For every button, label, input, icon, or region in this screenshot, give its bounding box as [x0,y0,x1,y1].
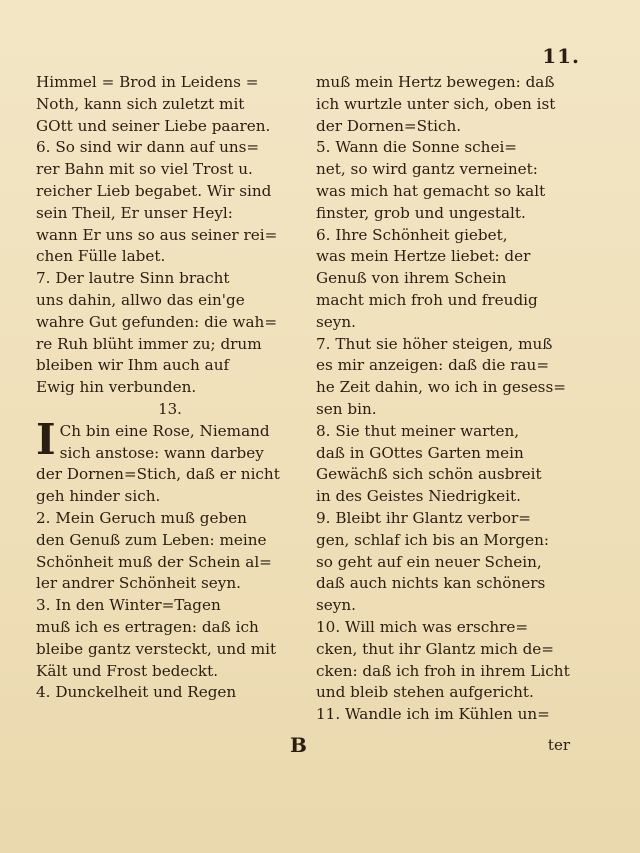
line-text: wahre Gut gefunden: die wah= [36,312,278,331]
left-column-lines [36,72,304,399]
text-line [36,203,304,225]
line-text: daß in GOttes Garten mein [316,443,524,462]
line-text: muß ich es ertragen: daß ich [36,617,259,636]
text-line [316,704,584,726]
line-text: 6. So sind wir dann auf uns= [36,138,260,157]
line-text: 7. Thut sie höher steigen, muß [316,334,553,353]
text-line [316,639,584,661]
text-line [316,137,584,159]
line-text: Ch bin eine Rose, Niemand [59,421,270,440]
text-line [316,181,584,203]
text-line [36,595,304,617]
line-text: net, so wird gantz verneinet: [316,160,538,179]
line-text: daß auch nichts kan schöners [316,574,546,593]
line-text: 5. Wann die Sonne schei= [316,138,518,157]
line-text: der Dornen=Stich. [316,116,462,135]
text-line [36,290,304,312]
line-text: GOtt und seiner Liebe paaren. [36,116,271,135]
text-line [36,508,304,530]
line-text: 7. Der lautre Sinn bracht [36,269,230,288]
text-line [36,486,304,508]
line-text: bleiben wir Ihm auch auf [36,356,230,375]
text-line [60,421,304,443]
text-line [60,443,304,465]
line-text: was mein Hertze liebet: der [316,247,531,266]
text-line [36,355,304,377]
line-text: Noth, kann sich zuletzt mit [36,94,245,113]
line-text: sich anstose: wann darbey [59,443,264,462]
line-text: 3. In den Winter=Tagen [36,596,221,615]
line-text: wann Er uns so aus seiner rei= [36,225,278,244]
text-line [316,334,584,356]
text-line [316,116,584,138]
line-text: 10. Will mich was erschre= [316,617,529,636]
text-line [316,443,584,465]
line-text: 9. Bleibt ihr Glantz verbor= [316,508,531,527]
text-line [36,377,304,399]
text-line [316,225,584,247]
line-text: cken: daß ich froh in ihrem Licht [316,661,570,680]
line-text: sein Theil, Er unser Heyl: [36,203,233,222]
line-text: Kält und Frost bedeckt. [36,661,219,680]
line-text: geh hinder sich. [36,487,161,506]
text-line [316,203,584,225]
line-text: 8. Sie thut meiner warten, [316,421,520,440]
line-text: ler andrer Schönheit seyn. [36,574,241,593]
text-line [36,268,304,290]
line-text: re Ruh blüht immer zu; drum [36,334,262,353]
line-text: Gewächß sich schön ausbreit [316,465,542,484]
text-line [316,530,584,552]
text-line [36,639,304,661]
page-number: 11. [542,44,580,68]
text-line [316,595,584,617]
text-line [316,72,584,94]
line-text: Himmel = Brod in Leidens = [36,73,259,91]
left-column [36,72,304,704]
text-line [316,421,584,443]
text-line [36,530,304,552]
text-line [36,159,304,181]
text-line [316,661,584,683]
line-text: seyn. [316,312,356,331]
line-text: es mir anzeigen: daß die rau= [316,356,550,375]
line-text: Ewig hin verbunden. [36,378,197,397]
line-text: finster, grob und ungestalt. [316,203,526,222]
section-number: 13. [158,399,182,418]
text-line [316,377,584,399]
text-line [316,312,584,334]
drop-cap: I [36,414,56,464]
text-line [36,312,304,334]
line-text: bleibe gantz versteckt, und mit [36,639,277,658]
text-line [36,94,304,116]
line-text: ich wurtzle unter sich, oben ist [316,94,556,113]
line-text: 2. Mein Geruch muß geben [36,508,247,527]
line-text: so geht auf ein neuer Schein, [316,552,542,571]
line-text: was mich hat gemacht so kalt [316,181,546,200]
text-line [36,552,304,574]
text-line [36,137,304,159]
text-line [36,246,304,268]
text-line [316,617,584,639]
text-line [36,116,304,138]
line-text: seyn. [316,596,356,615]
text-line [36,464,304,486]
text-line [36,181,304,203]
line-text: uns dahin, allwo das ein'ge [36,290,245,309]
text-line [316,464,584,486]
line-text: sen bin. [316,399,377,418]
line-text: he Zeit dahin, wo ich in gesess= [316,378,566,397]
line-text: den Genuß zum Leben: meine [36,530,267,549]
text-line [316,508,584,530]
text-line [36,682,304,704]
text-line [316,399,584,421]
line-text: 6. Ihre Schönheit giebet, [316,225,508,244]
text-line [316,355,584,377]
text-line [316,246,584,268]
text-line [316,94,584,116]
line-text: 11. Wandle ich im Kühlen un= [316,705,550,724]
line-text: macht mich froh und freudig [316,290,538,309]
text-line [36,72,304,94]
text-line [36,661,304,683]
text-line [36,617,304,639]
line-text: der Dornen=Stich, daß er nicht [36,465,280,484]
line-text: und bleib stehen aufgericht. [316,683,534,702]
text-line [36,573,304,595]
text-line [36,225,304,247]
line-text: reicher Lieb begabet. Wir sind [36,181,272,200]
line-text: 4. Dunckelheit und Regen [36,683,237,702]
catchword: ter [547,736,570,754]
text-line [316,159,584,181]
line-text: cken, thut ihr Glantz mich de= [316,639,555,658]
line-text: gen, schlaf ich bis an Morgen: [316,530,549,549]
line-text: Genuß von ihrem Schein [316,269,507,288]
text-line [316,486,584,508]
text-line [316,552,584,574]
section-13-lines [36,414,304,704]
line-text: in des Geistes Niedrigkeit. [316,487,521,506]
text-line [36,334,304,356]
signature-mark: B [290,733,307,757]
line-text: chen Fülle labet. [36,247,166,266]
text-line [316,573,584,595]
line-text: rer Bahn mit so viel Trost u. [36,160,253,179]
text-line [316,290,584,312]
right-column [316,72,584,726]
right-column-lines [316,72,584,726]
line-text: muß mein Hertz bewegen: daß [316,73,555,91]
text-line [316,268,584,290]
text-line [316,682,584,704]
line-text: Schönheit muß der Schein al= [36,552,272,571]
